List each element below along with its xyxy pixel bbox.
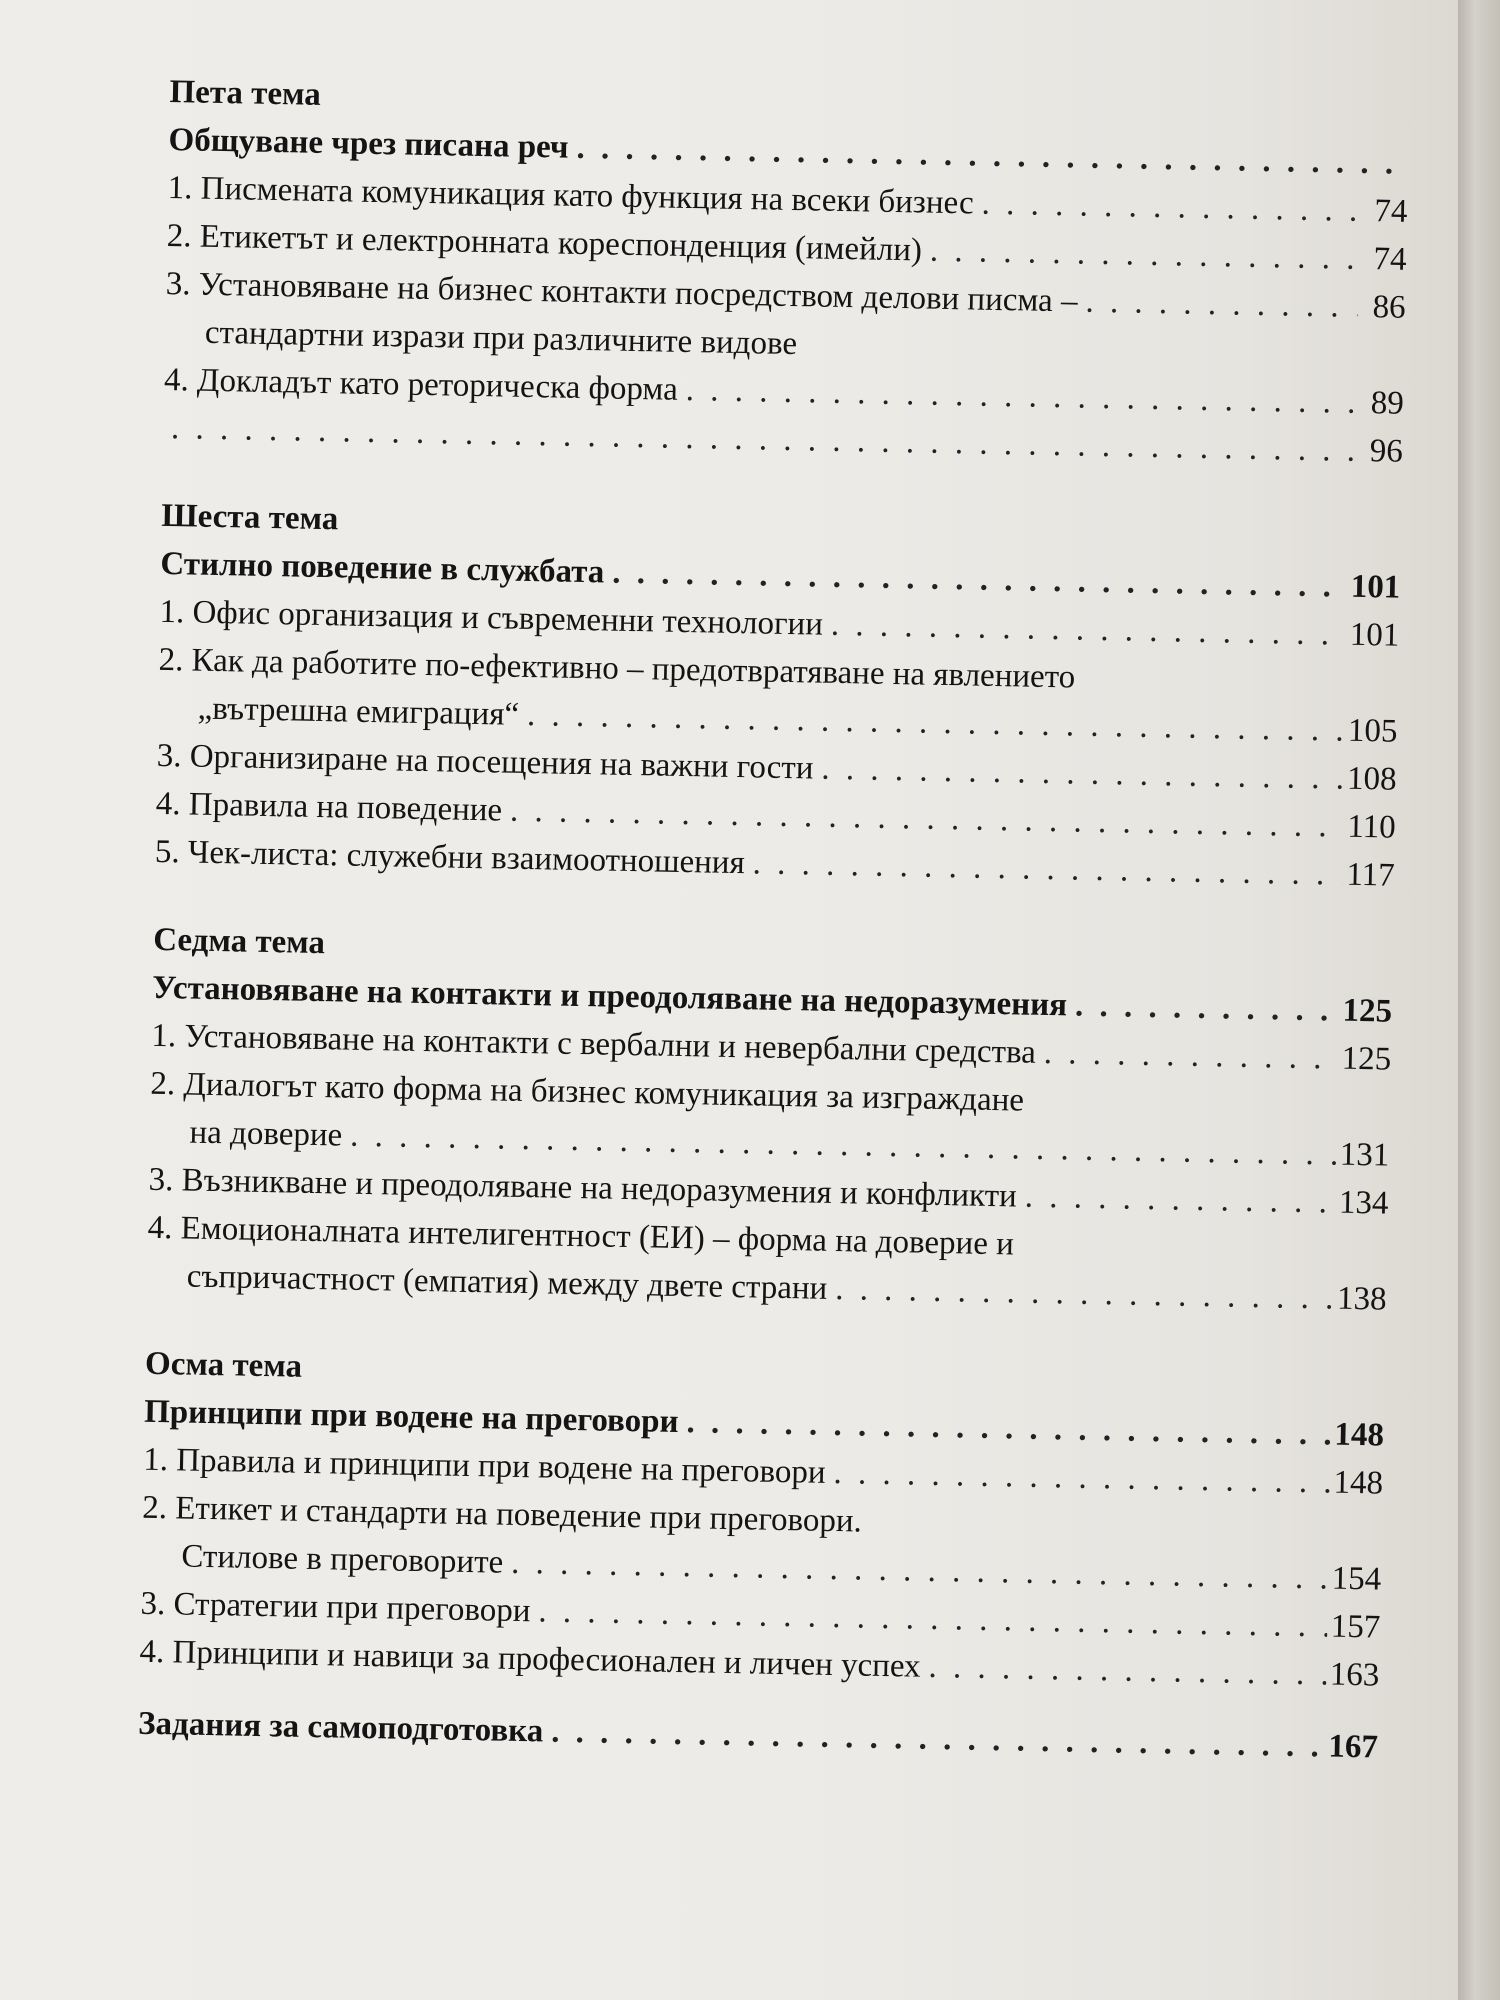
entry-text: 4. Емоционалната интелигентност (ЕИ) – форма на доверие и <box>147 1209 1015 1263</box>
entry-text: 2. Етикет и стандарти на поведение при преговори. <box>142 1489 863 1540</box>
entry-text: 1. Писмената комуникация като функция на всеки бизнес <box>167 169 975 222</box>
page-number: 157 <box>1330 1608 1381 1646</box>
section-label: Пета тема <box>169 73 322 113</box>
page-number: 167 <box>1328 1728 1379 1766</box>
page-edge <box>1458 0 1500 2000</box>
entry-text: 2. Диалогът като форма на бизнес комуникация за изграждане <box>150 1065 1025 1119</box>
leader-dots <box>973 179 1360 234</box>
section-title: Принципи при водене на преговори <box>143 1393 679 1441</box>
entry-text: 3. Организиране на посещения на важни гости <box>156 737 814 787</box>
entry-continuation: „вътрешна емиграция“ <box>197 690 520 733</box>
table-of-contents <box>138 68 1410 1771</box>
page-number: 74 <box>1373 241 1407 278</box>
leader-dots <box>920 1643 1326 1699</box>
leader-dots <box>921 226 1359 282</box>
page-number: 105 <box>1347 712 1398 750</box>
entry-text: 1. Офис организация и съвременни технологии <box>159 593 824 643</box>
page-number: 86 <box>1372 289 1406 326</box>
page-number: 117 <box>1346 856 1396 894</box>
page-number: 110 <box>1347 808 1396 846</box>
page-number: 148 <box>1334 1416 1385 1454</box>
section-title: Установяване на контакти и преодоляване на недоразумения <box>151 969 1068 1024</box>
entry-text: 4. Докладът като реторическа форма <box>163 361 679 408</box>
leader-dots <box>1067 981 1339 1034</box>
page-number: 101 <box>1350 568 1401 606</box>
entry-text: 1. Правила и принципи при водене на преговори <box>142 1441 826 1491</box>
page-number: 138 <box>1336 1280 1387 1318</box>
section-label: Осма тема <box>144 1345 303 1385</box>
entry-text: 2. Как да работите по-ефективно – предотвратяване на явлението <box>158 641 1076 696</box>
leader-dots <box>1016 1172 1335 1226</box>
page-number: 108 <box>1346 760 1397 798</box>
section-label: Седма тема <box>152 921 326 962</box>
leader-dots <box>825 1449 1330 1507</box>
section-title: Стилно поведение в службата <box>160 545 605 591</box>
section-6 <box>154 492 1401 900</box>
entry-text: 3. Стратегии при преговори <box>140 1585 531 1630</box>
page-number: 101 <box>1349 616 1400 654</box>
page-number: 125 <box>1341 1040 1392 1078</box>
page-number: 134 <box>1338 1184 1389 1222</box>
page-number: 89 <box>1370 385 1405 422</box>
entry-continuation: Стилове в преговорите <box>181 1538 504 1581</box>
section-title: Общуване чрез писана реч <box>168 121 569 166</box>
entry-continuation: стандартни изрази при различните видове <box>204 314 798 363</box>
entry-continuation: съпричастност (емпатия) между двете страни <box>186 1258 828 1307</box>
page-number: 148 <box>1333 1464 1384 1502</box>
page-number: 131 <box>1339 1136 1390 1174</box>
section-8 <box>139 1340 1385 1700</box>
leader-dots <box>1077 277 1358 330</box>
page-number: 154 <box>1331 1560 1382 1598</box>
leader-dots <box>827 1265 1334 1323</box>
leader-dots <box>1035 1029 1338 1083</box>
entry-text: 3. Установяване на бизнес контакти посредством делови писма – <box>165 265 1078 320</box>
entry-text: 4. Правила на поведение <box>155 785 503 829</box>
entry-continuation: на доверие <box>189 1114 343 1154</box>
page-number: 125 <box>1342 992 1393 1030</box>
section-5 <box>163 68 1410 476</box>
entry-text: 1. Установяване на контакти с вербални и невербални средства <box>151 1017 1037 1071</box>
entry-text: 2. Етикетът и електронната кореспонденция (имейли) <box>166 217 923 269</box>
section-title: Задания за самоподготовка <box>137 1705 544 1750</box>
page-number: 96 <box>1369 433 1404 470</box>
page-number: 74 <box>1374 193 1408 230</box>
entry-text: 4. Принципи и навици за професионален и личен успех <box>139 1633 921 1685</box>
page-number: 163 <box>1329 1656 1380 1694</box>
section-7 <box>146 916 1393 1324</box>
entry-text: 3. Възникване и преодоляване на недоразумения и конфликти <box>148 1161 1018 1215</box>
entry-text: 5. Чек-листа: служебни взаимоотношения <box>154 833 746 882</box>
section-label: Шеста тема <box>161 497 339 538</box>
